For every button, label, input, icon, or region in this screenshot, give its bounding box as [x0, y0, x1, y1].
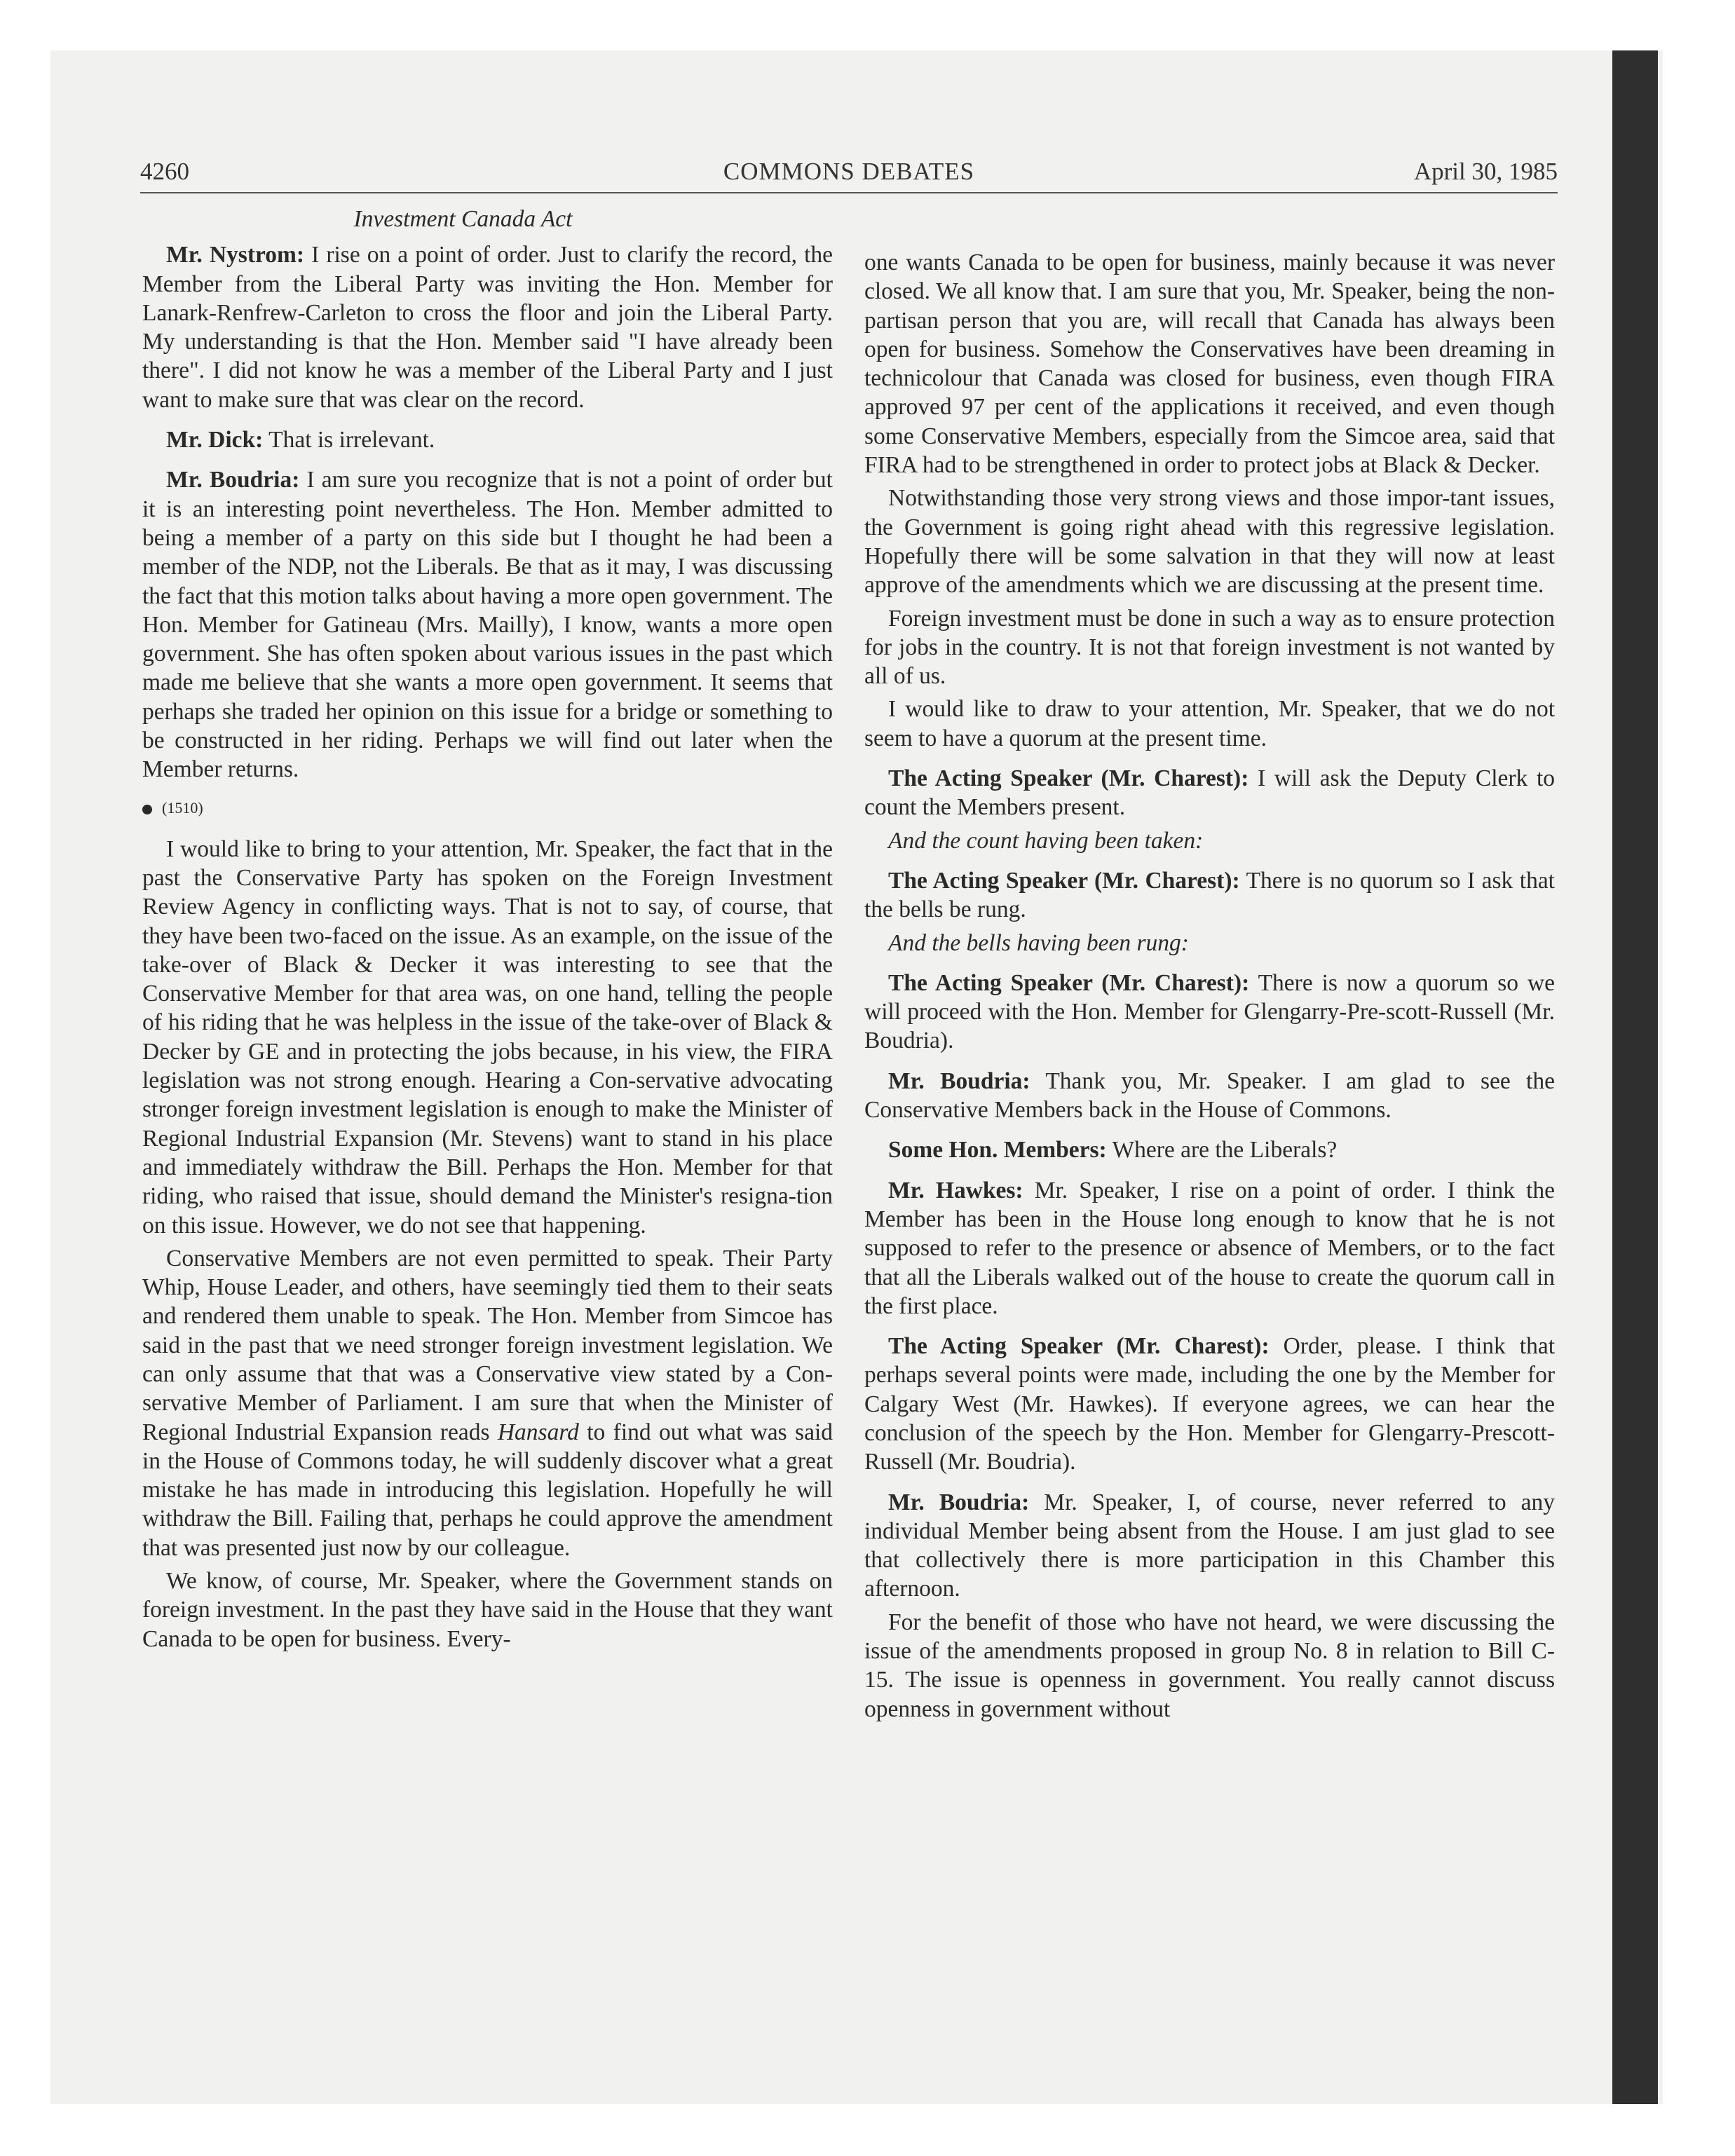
paragraph-boudria — [864, 1067, 1555, 1125]
speech-text: There is now a quorum so we will proceed with the Hon. Member for Glengarry-Pre-scott-Russell (Mr. Boudria). — [864, 969, 1556, 1054]
publication-title: COMMONS DEBATES — [723, 158, 975, 185]
time-marker — [142, 796, 833, 821]
paragraph: We know, of course, Mr. Speaker, where the Government stands on foreign investment. In the past they have said in the House that they want Canada to be open for business. Every- — [142, 1568, 833, 1652]
paragraph-dick — [142, 425, 833, 454]
section-title: Investment Canada Act — [353, 206, 573, 232]
speech-text: Mr. Speaker, I, of course, never referred to any individual Member being absent from the House. I am just glad to see that collectively there is more participation in this Chamber this afternoon. — [864, 1489, 1555, 1602]
paragraph-acting-speaker — [864, 866, 1555, 925]
scan-edge-shadow — [1612, 50, 1658, 2104]
speaker-name: The Acting Speaker (Mr. Charest): — [888, 867, 1240, 894]
speech-text: That is irrelevant. — [268, 427, 435, 453]
paragraph-hawkes — [864, 1176, 1555, 1321]
paragraph-nystrom — [142, 240, 833, 414]
page-number: 4260 — [140, 158, 189, 185]
paragraph: I would like to bring to your attention, Mr. Speaker, the fact that in the past the Conservative Party has spoken on the Foreign Investment Review Agency in conflicting ways. That is not to say, of course, that they have been two-faced on the issue. As an example, on the issue of the take-over of Black & Decker it was interesting to see that the Conservative Member for that area was, on one hand, telling the people of his riding that he was helpless in the issue of the take-over of Black & Decker by GE and in protecting the jobs because, in his view, the FIRA legislation was not strong enough. Hearing a Con-servative advocating stronger foreign investment legislation is enough to make the Minister of Regional Industrial Expansion (Mr. Stevens) want to stand in his place and immediately withdraw the Bill. Perhaps the Hon. Member for that riding, who raised that issue, should demand the Minister's resigna-tion on this issue. However, we do not see that happening. — [142, 835, 833, 1239]
paragraph-boudria — [142, 465, 833, 784]
speech-text: There is no quorum so I ask that the bells be rung. — [864, 867, 1555, 923]
speech-text: I am sure you recognize that is not a point of order but it is an interesting point nevertheless. The Hon. Member admitted to being a member of a party on this side but I thought he had been a member of the NDP, not the Liberals. Be that as it may, I was discussing the fact that this motion talks about having a more open government. The Hon. Member for Gatineau (Mrs. Mailly), I know, wants a more open government. She has often spoken about various issues in the past which made me believe that she wants a more open government. It seems that perhaps she traded her opinion on this issue for a bridge or something to be constructed in her riding. Perhaps we will find out later when the Member returns. — [142, 467, 833, 783]
paragraph — [142, 1244, 833, 1562]
stage-direction: And the bells having been rung: — [888, 929, 1189, 956]
speech-text: Order, please. I think that perhaps several points were made, including the one by the Member for Calgary West (Mr. Hawkes). If everyone agrees, we can hear the conclusion of the speech by the Hon. Member for Glengarry-Prescott-Russell (Mr. Boudria). — [864, 1333, 1556, 1475]
stage-direction: And the count having been taken: — [888, 827, 1204, 854]
paragraph: For the benefit of those who have not heard, we were discussing the issue of the amendments proposed in group No. 8 in relation to Bill C-15. The issue is openness in government. You really cannot discuss openness in government without — [864, 1609, 1555, 1722]
speech-text: Mr. Speaker, I rise on a point of order. I think the Member has been in the House long enough to know that he is not supposed to refer to the presence or absence of Members, or to the fact that all the Liberals walked out of the house to create the quorum call in the first place. — [864, 1177, 1556, 1319]
bullet-icon — [142, 805, 152, 814]
speech-text: Thank you, Mr. Speaker. I am glad to see the Conservative Members back in the House of Commons. — [864, 1067, 1555, 1124]
publication-date: April 30, 1985 — [1413, 158, 1558, 185]
paragraph: Foreign investment must be done in such a way as to ensure protection for jobs in the country. It is not that foreign investment is not wanted by all of us. — [864, 605, 1555, 690]
paragraph: Notwithstanding those very strong views and those impor-tant issues, the Government is going right ahead with this regressive legislation. Hopefully there will be some salvation in that they will now at least approve of the amendments which we are discussing at the present time. — [864, 485, 1555, 599]
paragraph: one wants Canada to be open for business, mainly because it was never closed. We all know that. I am sure that you, Mr. Speaker, being the non-partisan person that you are, will recall that Canada has always been open for business. Somehow the Conservatives have been dreaming in technicolour that Canada was closed for business, even though FIRA approved 97 per cent of the applications it received, and even though some Conservative Members, especially from the Simcoe area, said that FIRA had to be strengthened in order to protect jobs at Black & Decker. — [864, 250, 1555, 479]
paragraph-boudria — [864, 1488, 1555, 1604]
speaker-name: Mr. Nystrom: — [166, 242, 305, 268]
paragraph-acting-speaker — [864, 969, 1555, 1056]
speech-text: Conservative Members are not even permitted to speak. Their Party Whip, House Leader, and others, have seemingly tied them to their seats and rendered them unable to speak. The Hon. Member from Simcoe has said in the past that we need stronger foreign investment legislation. We can only assume that that was a Conservative view stated by a Con-servative Member of Parliament. I am sure that when the Minister of Regional Industrial Expansion reads — [142, 1245, 833, 1445]
speaker-name: Mr. Boudria: — [166, 467, 300, 493]
speech-text: I rise on a point of order. Just to clarify the record, the Member from the Liberal Party was inviting the Hon. Member for Lanark-Renfrew-Carleton to cross the floor and join the Liberal Party. My understanding is that the Hon. Member said "I have already been there". I did not know he was a member of the Liberal Party and I just want to make sure that was clear on the record. — [142, 242, 834, 413]
italic-term: Hansard — [497, 1419, 579, 1445]
speaker-name: The Acting Speaker (Mr. Charest): — [888, 1333, 1270, 1360]
speaker-name: Some Hon. Members: — [888, 1137, 1107, 1164]
speaker-name: Mr. Hawkes: — [888, 1177, 1023, 1203]
speech-text: to find out what was said in the House of Commons today, he will suddenly discover what a great mistake he has made in introducing this legislation. Hopefully he will withdraw the Bill. Failing that, perhaps he could approve the amendment that was presented just now by our colleague. — [142, 1419, 834, 1561]
paragraph: I would like to draw to your attention, Mr. Speaker, that we do not seem to have a quorum at the present time. — [864, 696, 1555, 751]
speaker-name: The Acting Speaker (Mr. Charest): — [888, 765, 1249, 792]
speaker-name: Mr. Boudria: — [888, 1489, 1030, 1515]
paragraph-members — [864, 1135, 1555, 1164]
speech-text: I will ask the Deputy Clerk to count the Members present. — [864, 765, 1555, 821]
speaker-name: Mr. Boudria: — [888, 1067, 1030, 1094]
paragraph-acting-speaker — [864, 1332, 1555, 1476]
page-header — [140, 156, 1558, 193]
right-column — [864, 248, 1555, 1728]
left-column — [142, 205, 833, 1658]
paragraph-acting-speaker — [864, 764, 1555, 822]
time-marker-text: (1510) — [162, 798, 203, 817]
speaker-name: The Acting Speaker (Mr. Charest): — [888, 969, 1250, 996]
speaker-name: Mr. Dick: — [166, 427, 264, 453]
speech-text: Where are the Liberals? — [1112, 1137, 1338, 1164]
